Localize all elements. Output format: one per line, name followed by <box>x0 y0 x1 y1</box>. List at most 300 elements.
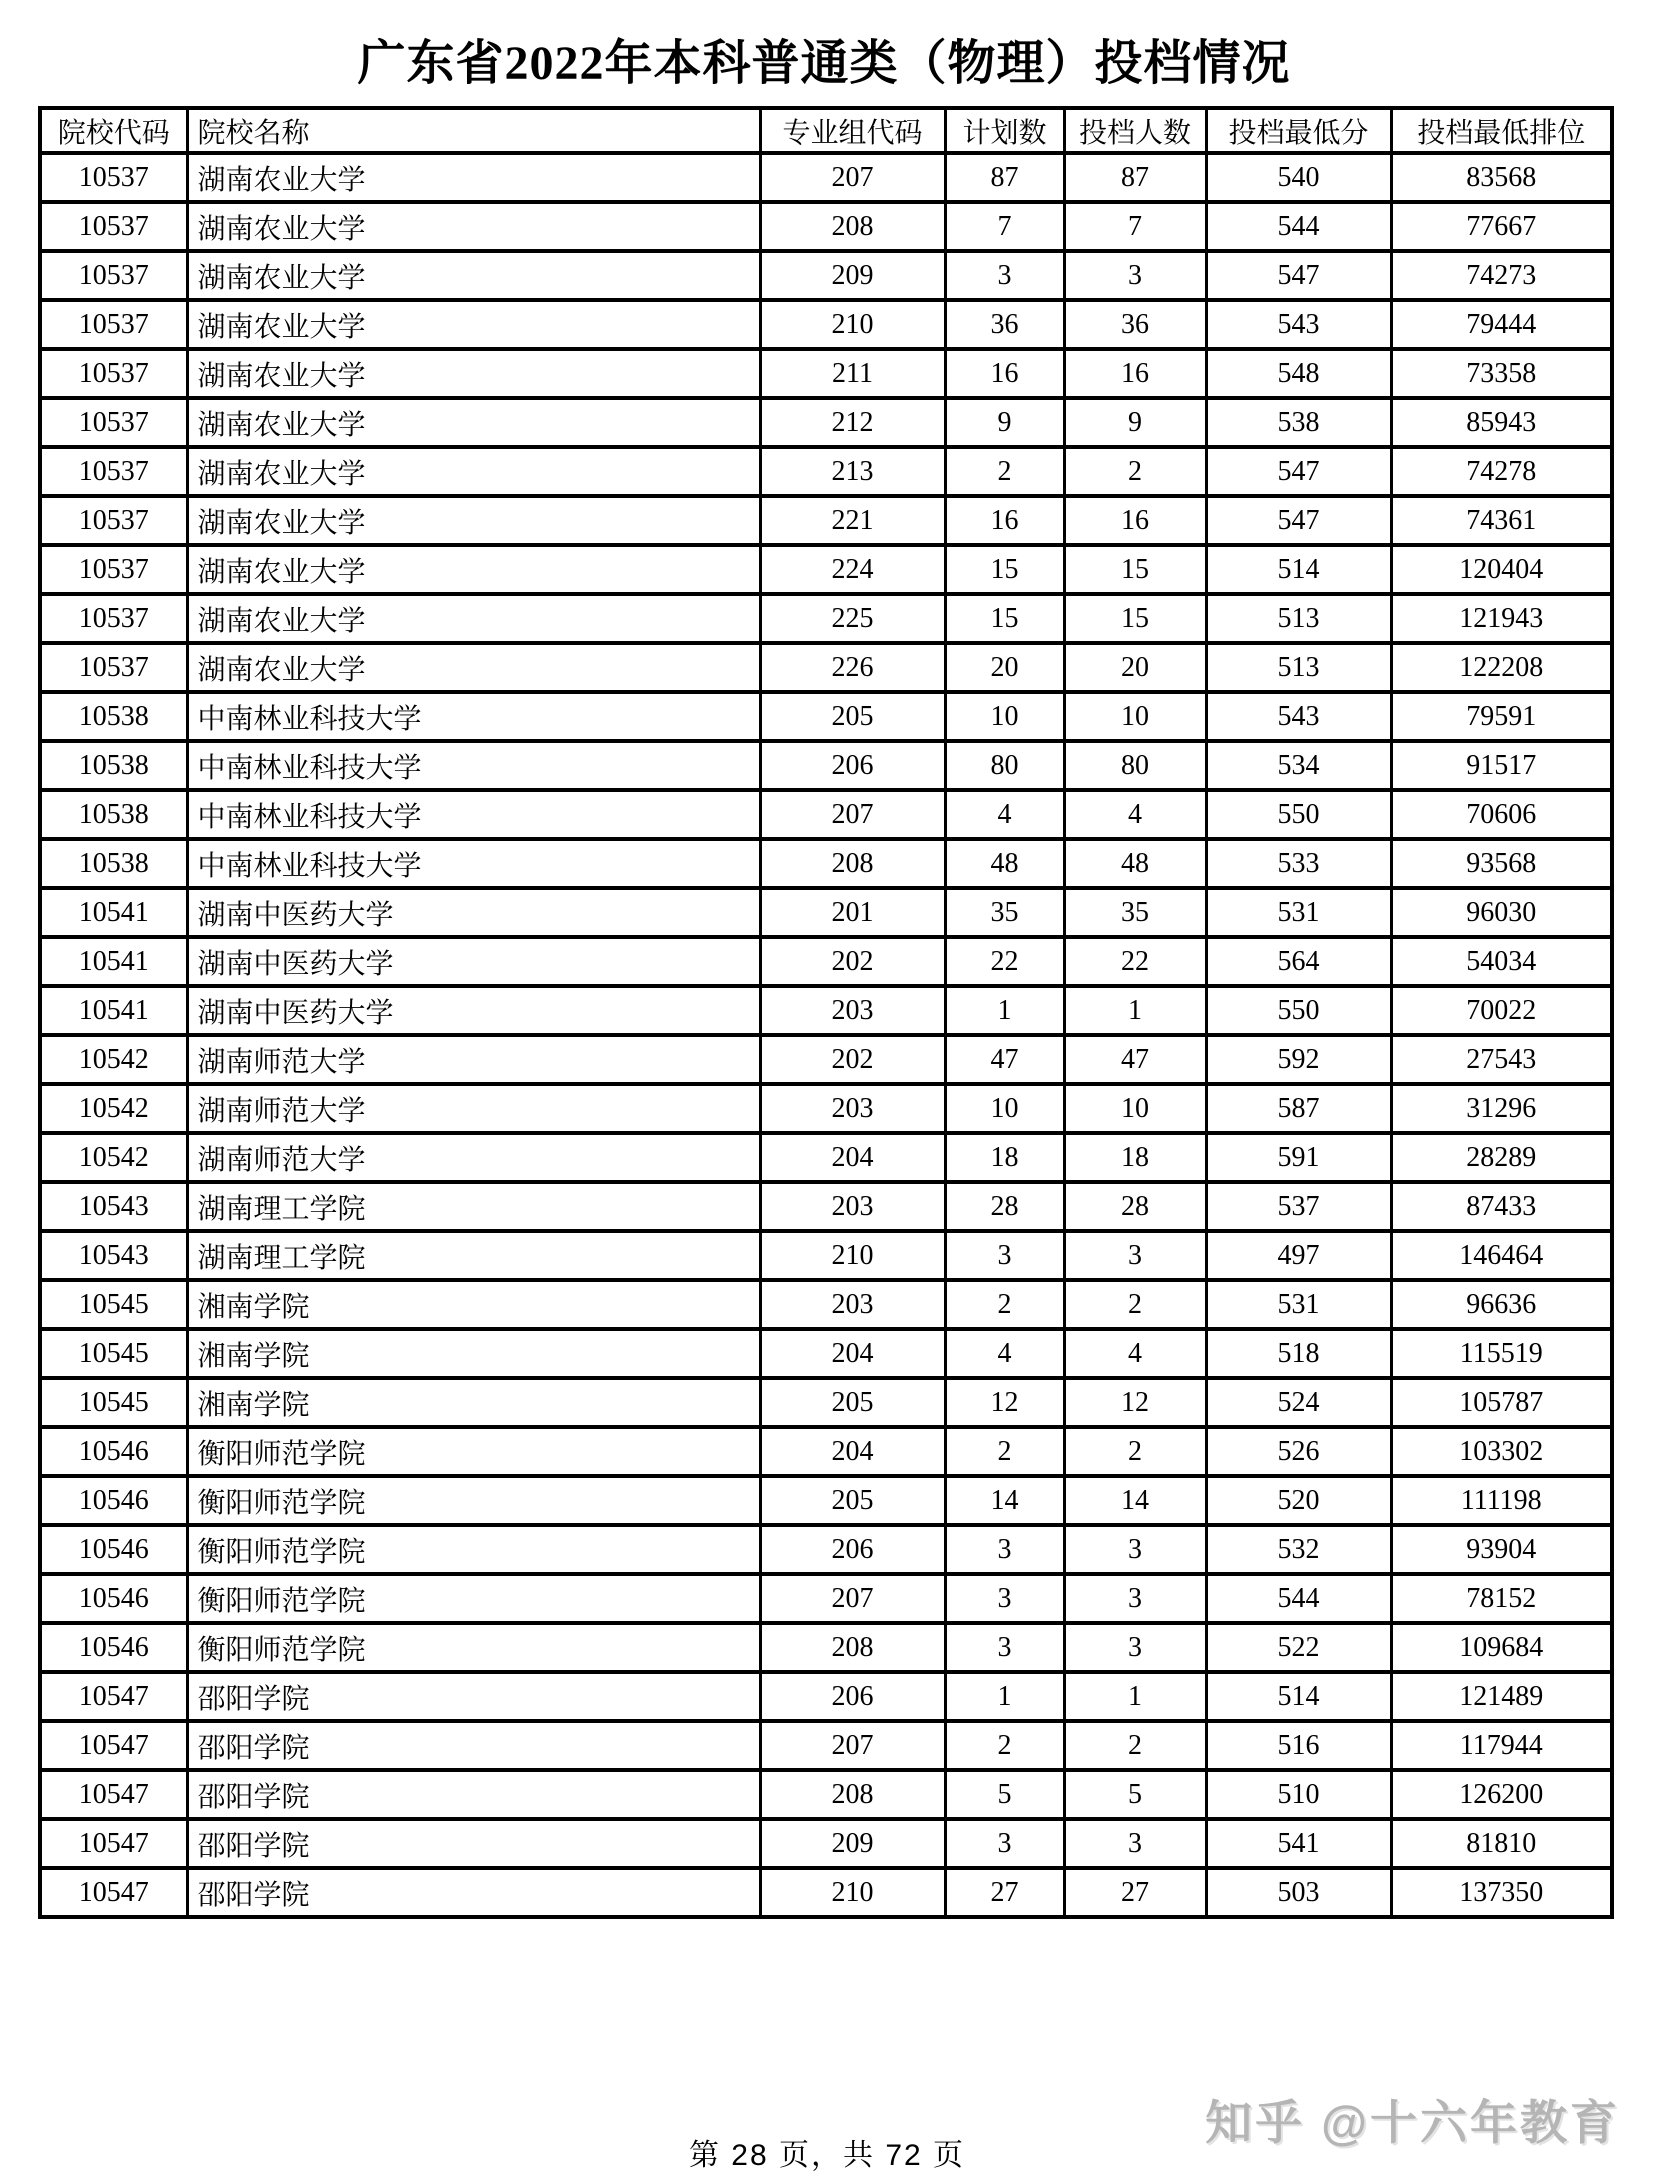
cell-college-code: 10547 <box>40 1672 187 1721</box>
cell-min-rank: 73358 <box>1391 349 1612 398</box>
table-row <box>40 1672 1612 1721</box>
cell-cast-count: 16 <box>1064 349 1206 398</box>
cell-college-code: 10546 <box>40 1427 187 1476</box>
cell-major-group-code: 208 <box>760 1623 945 1672</box>
cell-plan-count: 1 <box>945 986 1064 1035</box>
cell-plan-count: 12 <box>945 1378 1064 1427</box>
cell-plan-count: 14 <box>945 1476 1064 1525</box>
cell-major-group-code: 209 <box>760 1819 945 1868</box>
cell-major-group-code: 202 <box>760 937 945 986</box>
cell-college-name: 湖南理工学院 <box>187 1182 760 1231</box>
cell-cast-count: 47 <box>1064 1035 1206 1084</box>
cell-college-code: 10537 <box>40 496 187 545</box>
cell-plan-count: 15 <box>945 545 1064 594</box>
table-row <box>40 1623 1612 1672</box>
cell-major-group-code: 205 <box>760 692 945 741</box>
table-row <box>40 545 1612 594</box>
cell-plan-count: 15 <box>945 594 1064 643</box>
cell-college-code: 10542 <box>40 1133 187 1182</box>
table-header-row <box>40 108 1612 153</box>
table-row <box>40 741 1612 790</box>
cell-cast-count: 80 <box>1064 741 1206 790</box>
cell-plan-count: 1 <box>945 1672 1064 1721</box>
cell-college-name: 衡阳师范学院 <box>187 1623 760 1672</box>
cell-plan-count: 3 <box>945 1574 1064 1623</box>
cell-college-code: 10547 <box>40 1868 187 1917</box>
table-row <box>40 594 1612 643</box>
cell-major-group-code: 206 <box>760 1672 945 1721</box>
cell-min-score: 547 <box>1206 496 1391 545</box>
cell-college-name: 中南林业科技大学 <box>187 790 760 839</box>
cell-college-code: 10537 <box>40 447 187 496</box>
cell-plan-count: 2 <box>945 447 1064 496</box>
cell-min-rank: 54034 <box>1391 937 1612 986</box>
cell-min-rank: 146464 <box>1391 1231 1612 1280</box>
cell-major-group-code: 201 <box>760 888 945 937</box>
cell-major-group-code: 206 <box>760 1525 945 1574</box>
cell-cast-count: 16 <box>1064 496 1206 545</box>
cell-min-rank: 109684 <box>1391 1623 1612 1672</box>
cell-college-name: 湖南农业大学 <box>187 545 760 594</box>
table-body <box>40 153 1612 1917</box>
cell-cast-count: 15 <box>1064 594 1206 643</box>
table-row <box>40 1770 1612 1819</box>
cell-major-group-code: 204 <box>760 1133 945 1182</box>
cell-college-name: 邵阳学院 <box>187 1672 760 1721</box>
cell-min-score: 543 <box>1206 300 1391 349</box>
cell-min-score: 532 <box>1206 1525 1391 1574</box>
cell-college-code: 10538 <box>40 790 187 839</box>
cell-college-code: 10542 <box>40 1084 187 1133</box>
cell-college-name: 湖南农业大学 <box>187 496 760 545</box>
cell-college-name: 湖南中医药大学 <box>187 888 760 937</box>
cell-major-group-code: 226 <box>760 643 945 692</box>
cell-college-code: 10537 <box>40 545 187 594</box>
cell-college-code: 10537 <box>40 153 187 202</box>
table-row <box>40 1868 1612 1917</box>
cell-cast-count: 2 <box>1064 1721 1206 1770</box>
cell-college-name: 湖南农业大学 <box>187 251 760 300</box>
cell-min-rank: 83568 <box>1391 153 1612 202</box>
cell-min-rank: 70606 <box>1391 790 1612 839</box>
cell-plan-count: 47 <box>945 1035 1064 1084</box>
table-row <box>40 643 1612 692</box>
cell-major-group-code: 211 <box>760 349 945 398</box>
cell-min-score: 522 <box>1206 1623 1391 1672</box>
cell-major-group-code: 212 <box>760 398 945 447</box>
cell-major-group-code: 213 <box>760 447 945 496</box>
cell-college-code: 10537 <box>40 349 187 398</box>
table-row <box>40 251 1612 300</box>
cell-min-score: 531 <box>1206 1280 1391 1329</box>
cell-major-group-code: 221 <box>760 496 945 545</box>
table-row <box>40 1574 1612 1623</box>
cell-min-rank: 78152 <box>1391 1574 1612 1623</box>
cell-min-score: 547 <box>1206 251 1391 300</box>
cell-min-rank: 79444 <box>1391 300 1612 349</box>
cell-college-code: 10545 <box>40 1329 187 1378</box>
cell-cast-count: 3 <box>1064 1574 1206 1623</box>
cell-min-score: 526 <box>1206 1427 1391 1476</box>
table-row <box>40 1280 1612 1329</box>
cell-min-rank: 121489 <box>1391 1672 1612 1721</box>
cell-cast-count: 1 <box>1064 986 1206 1035</box>
cell-plan-count: 20 <box>945 643 1064 692</box>
cell-plan-count: 3 <box>945 1623 1064 1672</box>
cell-college-code: 10547 <box>40 1819 187 1868</box>
cell-college-name: 湖南农业大学 <box>187 153 760 202</box>
cell-college-code: 10541 <box>40 986 187 1035</box>
cell-major-group-code: 224 <box>760 545 945 594</box>
cell-min-rank: 93904 <box>1391 1525 1612 1574</box>
cell-cast-count: 36 <box>1064 300 1206 349</box>
cell-min-rank: 120404 <box>1391 545 1612 594</box>
cell-min-rank: 96636 <box>1391 1280 1612 1329</box>
cell-min-rank: 126200 <box>1391 1770 1612 1819</box>
column-header-plan-count: 计划数 <box>945 108 1064 153</box>
cell-min-score: 533 <box>1206 839 1391 888</box>
column-header-cast-count: 投档人数 <box>1064 108 1206 153</box>
cell-min-rank: 27543 <box>1391 1035 1612 1084</box>
cell-min-score: 543 <box>1206 692 1391 741</box>
cell-plan-count: 3 <box>945 1231 1064 1280</box>
cell-min-rank: 91517 <box>1391 741 1612 790</box>
cell-cast-count: 3 <box>1064 1623 1206 1672</box>
cell-min-rank: 70022 <box>1391 986 1612 1035</box>
cell-cast-count: 35 <box>1064 888 1206 937</box>
admission-table <box>38 106 1614 1919</box>
cell-college-name: 湘南学院 <box>187 1329 760 1378</box>
table-row <box>40 1329 1612 1378</box>
cell-major-group-code: 207 <box>760 1721 945 1770</box>
cell-college-name: 湖南农业大学 <box>187 594 760 643</box>
cell-college-name: 湘南学院 <box>187 1378 760 1427</box>
cell-min-score: 550 <box>1206 790 1391 839</box>
cell-college-code: 10546 <box>40 1623 187 1672</box>
cell-college-name: 湘南学院 <box>187 1280 760 1329</box>
cell-cast-count: 10 <box>1064 692 1206 741</box>
cell-min-rank: 137350 <box>1391 1868 1612 1917</box>
cell-cast-count: 87 <box>1064 153 1206 202</box>
cell-college-code: 10546 <box>40 1574 187 1623</box>
cell-min-rank: 79591 <box>1391 692 1612 741</box>
cell-college-code: 10538 <box>40 692 187 741</box>
cell-college-code: 10541 <box>40 937 187 986</box>
cell-min-rank: 93568 <box>1391 839 1612 888</box>
cell-cast-count: 5 <box>1064 1770 1206 1819</box>
cell-min-rank: 121943 <box>1391 594 1612 643</box>
cell-college-code: 10546 <box>40 1476 187 1525</box>
cell-min-score: 564 <box>1206 937 1391 986</box>
cell-min-rank: 74361 <box>1391 496 1612 545</box>
cell-min-rank: 77667 <box>1391 202 1612 251</box>
cell-cast-count: 10 <box>1064 1084 1206 1133</box>
cell-major-group-code: 210 <box>760 1231 945 1280</box>
cell-college-name: 衡阳师范学院 <box>187 1476 760 1525</box>
cell-cast-count: 22 <box>1064 937 1206 986</box>
cell-college-name: 湖南农业大学 <box>187 300 760 349</box>
cell-min-rank: 117944 <box>1391 1721 1612 1770</box>
table-row <box>40 496 1612 545</box>
table-row <box>40 300 1612 349</box>
cell-college-code: 10543 <box>40 1182 187 1231</box>
table-row <box>40 1525 1612 1574</box>
cell-cast-count: 2 <box>1064 447 1206 496</box>
cell-college-name: 湖南师范大学 <box>187 1084 760 1133</box>
cell-college-code: 10537 <box>40 300 187 349</box>
table-row <box>40 1231 1612 1280</box>
cell-cast-count: 2 <box>1064 1280 1206 1329</box>
cell-plan-count: 80 <box>945 741 1064 790</box>
cell-min-rank: 115519 <box>1391 1329 1612 1378</box>
cell-college-code: 10542 <box>40 1035 187 1084</box>
cell-major-group-code: 203 <box>760 986 945 1035</box>
cell-plan-count: 4 <box>945 790 1064 839</box>
cell-min-score: 534 <box>1206 741 1391 790</box>
cell-min-score: 537 <box>1206 1182 1391 1231</box>
cell-cast-count: 3 <box>1064 1525 1206 1574</box>
cell-plan-count: 27 <box>945 1868 1064 1917</box>
cell-college-code: 10545 <box>40 1378 187 1427</box>
table-row <box>40 398 1612 447</box>
cell-college-code: 10541 <box>40 888 187 937</box>
cell-plan-count: 3 <box>945 1819 1064 1868</box>
cell-min-rank: 74273 <box>1391 251 1612 300</box>
cell-min-score: 544 <box>1206 202 1391 251</box>
cell-major-group-code: 203 <box>760 1280 945 1329</box>
table-row <box>40 153 1612 202</box>
cell-plan-count: 10 <box>945 692 1064 741</box>
cell-major-group-code: 207 <box>760 1574 945 1623</box>
cell-min-score: 587 <box>1206 1084 1391 1133</box>
cell-min-score: 516 <box>1206 1721 1391 1770</box>
table-row <box>40 986 1612 1035</box>
cell-plan-count: 22 <box>945 937 1064 986</box>
cell-plan-count: 87 <box>945 153 1064 202</box>
cell-college-code: 10543 <box>40 1231 187 1280</box>
cell-plan-count: 2 <box>945 1427 1064 1476</box>
cell-min-rank: 103302 <box>1391 1427 1612 1476</box>
cell-college-code: 10547 <box>40 1721 187 1770</box>
cell-plan-count: 9 <box>945 398 1064 447</box>
cell-major-group-code: 203 <box>760 1084 945 1133</box>
cell-major-group-code: 204 <box>760 1329 945 1378</box>
cell-college-name: 邵阳学院 <box>187 1868 760 1917</box>
column-header-min-score: 投档最低分 <box>1206 108 1391 153</box>
cell-college-name: 湖南农业大学 <box>187 202 760 251</box>
cell-college-name: 中南林业科技大学 <box>187 692 760 741</box>
cell-college-code: 10537 <box>40 594 187 643</box>
column-header-college-code: 院校代码 <box>40 108 187 153</box>
cell-cast-count: 27 <box>1064 1868 1206 1917</box>
cell-major-group-code: 210 <box>760 1868 945 1917</box>
table-row <box>40 349 1612 398</box>
cell-college-name: 湖南师范大学 <box>187 1035 760 1084</box>
cell-min-rank: 111198 <box>1391 1476 1612 1525</box>
cell-college-name: 邵阳学院 <box>187 1770 760 1819</box>
table-row <box>40 1133 1612 1182</box>
cell-college-code: 10537 <box>40 643 187 692</box>
cell-cast-count: 9 <box>1064 398 1206 447</box>
column-header-min-rank: 投档最低排位 <box>1391 108 1612 153</box>
cell-college-code: 10546 <box>40 1525 187 1574</box>
cell-cast-count: 15 <box>1064 545 1206 594</box>
cell-cast-count: 7 <box>1064 202 1206 251</box>
table-row <box>40 1819 1612 1868</box>
cell-min-score: 518 <box>1206 1329 1391 1378</box>
cell-college-code: 10537 <box>40 398 187 447</box>
cell-plan-count: 2 <box>945 1280 1064 1329</box>
cell-cast-count: 14 <box>1064 1476 1206 1525</box>
table-row <box>40 202 1612 251</box>
page-number: 第 28 页，共 72 页 <box>688 2139 966 2172</box>
table-row <box>40 1721 1612 1770</box>
cell-college-code: 10538 <box>40 741 187 790</box>
cell-college-name: 邵阳学院 <box>187 1721 760 1770</box>
cell-college-name: 湖南中医药大学 <box>187 937 760 986</box>
cell-min-rank: 96030 <box>1391 888 1612 937</box>
cell-min-score: 524 <box>1206 1378 1391 1427</box>
cell-min-score: 510 <box>1206 1770 1391 1819</box>
table-row <box>40 1182 1612 1231</box>
cell-major-group-code: 202 <box>760 1035 945 1084</box>
cell-major-group-code: 208 <box>760 839 945 888</box>
cell-min-score: 531 <box>1206 888 1391 937</box>
cell-major-group-code: 206 <box>760 741 945 790</box>
cell-college-name: 湖南中医药大学 <box>187 986 760 1035</box>
table-row <box>40 1084 1612 1133</box>
cell-major-group-code: 205 <box>760 1378 945 1427</box>
table-row <box>40 447 1612 496</box>
cell-major-group-code: 205 <box>760 1476 945 1525</box>
cell-min-score: 591 <box>1206 1133 1391 1182</box>
cell-min-rank: 85943 <box>1391 398 1612 447</box>
cell-major-group-code: 208 <box>760 1770 945 1819</box>
cell-min-score: 497 <box>1206 1231 1391 1280</box>
cell-cast-count: 28 <box>1064 1182 1206 1231</box>
cell-min-rank: 28289 <box>1391 1133 1612 1182</box>
cell-min-score: 540 <box>1206 153 1391 202</box>
cell-plan-count: 4 <box>945 1329 1064 1378</box>
cell-min-score: 547 <box>1206 447 1391 496</box>
cell-plan-count: 3 <box>945 1525 1064 1574</box>
column-header-college-name: 院校名称 <box>187 108 760 153</box>
cell-min-rank: 31296 <box>1391 1084 1612 1133</box>
cell-college-name: 衡阳师范学院 <box>187 1574 760 1623</box>
table-row <box>40 1427 1612 1476</box>
table-row <box>40 888 1612 937</box>
cell-cast-count: 4 <box>1064 1329 1206 1378</box>
cell-min-score: 520 <box>1206 1476 1391 1525</box>
cell-major-group-code: 208 <box>760 202 945 251</box>
table-row <box>40 1378 1612 1427</box>
cell-cast-count: 4 <box>1064 790 1206 839</box>
cell-min-score: 514 <box>1206 1672 1391 1721</box>
cell-min-rank: 122208 <box>1391 643 1612 692</box>
page-title: 广东省2022年本科普通类（物理）投档情况 <box>357 37 1291 90</box>
cell-major-group-code: 203 <box>760 1182 945 1231</box>
cell-min-rank: 74278 <box>1391 447 1612 496</box>
cell-college-code: 10545 <box>40 1280 187 1329</box>
cell-cast-count: 12 <box>1064 1378 1206 1427</box>
table-row <box>40 692 1612 741</box>
cell-plan-count: 10 <box>945 1084 1064 1133</box>
cell-plan-count: 3 <box>945 251 1064 300</box>
cell-plan-count: 5 <box>945 1770 1064 1819</box>
cell-cast-count: 3 <box>1064 1231 1206 1280</box>
column-header-major-group-code: 专业组代码 <box>760 108 945 153</box>
cell-plan-count: 28 <box>945 1182 1064 1231</box>
cell-major-group-code: 210 <box>760 300 945 349</box>
cell-cast-count: 18 <box>1064 1133 1206 1182</box>
watermark: 知乎 @十六年教育 <box>1205 2096 1620 2149</box>
cell-cast-count: 48 <box>1064 839 1206 888</box>
cell-college-name: 中南林业科技大学 <box>187 741 760 790</box>
cell-cast-count: 3 <box>1064 251 1206 300</box>
cell-college-name: 湖南农业大学 <box>187 447 760 496</box>
cell-major-group-code: 225 <box>760 594 945 643</box>
cell-college-name: 湖南农业大学 <box>187 349 760 398</box>
cell-min-rank: 81810 <box>1391 1819 1612 1868</box>
cell-min-rank: 105787 <box>1391 1378 1612 1427</box>
cell-min-score: 513 <box>1206 594 1391 643</box>
cell-min-score: 513 <box>1206 643 1391 692</box>
cell-cast-count: 3 <box>1064 1819 1206 1868</box>
cell-cast-count: 20 <box>1064 643 1206 692</box>
cell-plan-count: 16 <box>945 349 1064 398</box>
table-row <box>40 1035 1612 1084</box>
table-row <box>40 1476 1612 1525</box>
cell-college-name: 湖南农业大学 <box>187 398 760 447</box>
table-row <box>40 790 1612 839</box>
cell-college-code: 10547 <box>40 1770 187 1819</box>
cell-college-name: 衡阳师范学院 <box>187 1427 760 1476</box>
cell-min-rank: 87433 <box>1391 1182 1612 1231</box>
table-row <box>40 839 1612 888</box>
cell-min-score: 592 <box>1206 1035 1391 1084</box>
cell-college-name: 邵阳学院 <box>187 1819 760 1868</box>
cell-plan-count: 48 <box>945 839 1064 888</box>
cell-college-code: 10537 <box>40 202 187 251</box>
cell-plan-count: 7 <box>945 202 1064 251</box>
cell-college-name: 湖南农业大学 <box>187 643 760 692</box>
table-row <box>40 937 1612 986</box>
cell-min-score: 548 <box>1206 349 1391 398</box>
cell-cast-count: 2 <box>1064 1427 1206 1476</box>
cell-plan-count: 2 <box>945 1721 1064 1770</box>
cell-min-score: 514 <box>1206 545 1391 594</box>
cell-college-name: 湖南师范大学 <box>187 1133 760 1182</box>
cell-cast-count: 1 <box>1064 1672 1206 1721</box>
cell-plan-count: 16 <box>945 496 1064 545</box>
cell-major-group-code: 209 <box>760 251 945 300</box>
cell-plan-count: 35 <box>945 888 1064 937</box>
cell-min-score: 544 <box>1206 1574 1391 1623</box>
cell-major-group-code: 207 <box>760 153 945 202</box>
cell-min-score: 541 <box>1206 1819 1391 1868</box>
cell-major-group-code: 207 <box>760 790 945 839</box>
cell-college-name: 中南林业科技大学 <box>187 839 760 888</box>
cell-min-score: 550 <box>1206 986 1391 1035</box>
cell-college-code: 10537 <box>40 251 187 300</box>
cell-major-group-code: 204 <box>760 1427 945 1476</box>
cell-college-code: 10538 <box>40 839 187 888</box>
cell-min-score: 538 <box>1206 398 1391 447</box>
cell-plan-count: 36 <box>945 300 1064 349</box>
cell-college-name: 湖南理工学院 <box>187 1231 760 1280</box>
cell-plan-count: 18 <box>945 1133 1064 1182</box>
cell-college-name: 衡阳师范学院 <box>187 1525 760 1574</box>
